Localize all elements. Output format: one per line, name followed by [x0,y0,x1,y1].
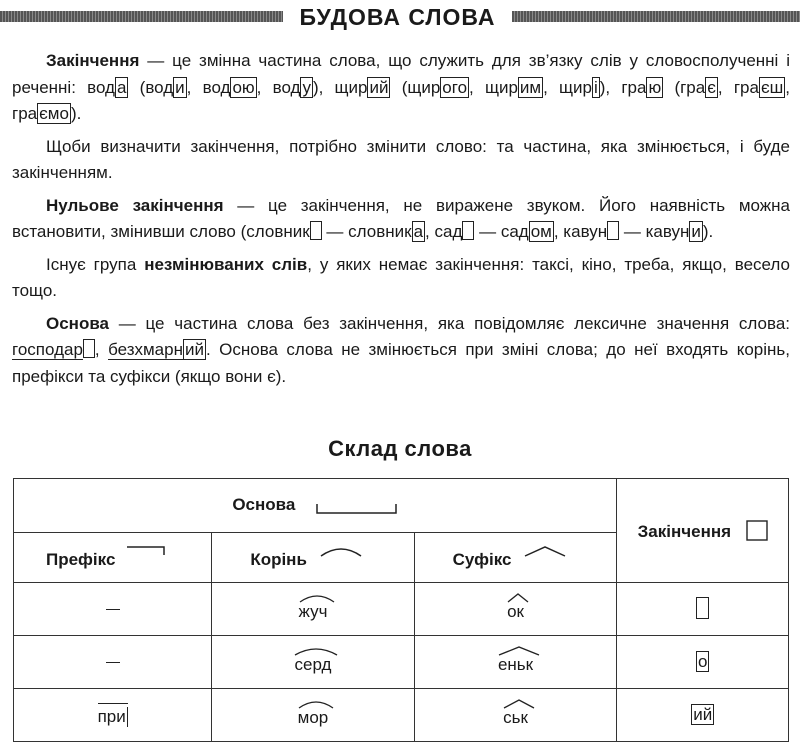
suffix-text: ськ [503,708,528,727]
ending-box: и [691,222,701,241]
suffix-text: еньк [497,655,534,674]
zero-ending-box [696,597,709,619]
table-row [14,689,789,742]
header-bar-left [0,11,283,22]
header-bar-right [512,11,800,22]
ending-text: ий [693,705,713,724]
paragraph-how-to-find: Щоби визначити закінчення, потрібно змінити слово: та частина, яка змінюється, і буде закінченням. [12,136,790,182]
suffix-cell [414,583,617,636]
stem-underline: безхмарн [108,340,183,359]
root-cell [212,636,414,689]
prefix-cell [14,583,212,636]
root-symbol-icon [320,545,362,559]
prefix-text: при [98,703,128,727]
term-zero-ending: Нульове закінчення [46,195,224,215]
zero-ending-box [462,221,474,240]
ending-cell [617,689,789,742]
no-prefix-dash [106,662,120,663]
prefix-cell [14,636,212,689]
ending-box: ємо [39,104,69,123]
ending-box: а [116,77,127,97]
prefix-symbol-icon [126,545,166,559]
ending-box: і [593,77,598,97]
table-row [14,636,789,689]
suffix-text: ок [507,602,524,621]
ending-box: ом [530,222,552,241]
ending-cell [617,583,789,636]
stem-header: Основа [232,495,296,514]
prefix-header-cell [14,533,212,583]
page-title: БУДОВА СЛОВА [299,4,496,30]
ending-box: є [707,77,716,97]
term-unchangeable-words: незмінюваних слів [144,254,308,274]
suffix-header-cell [414,533,617,583]
ending-box: єш [760,77,784,97]
suffix-cell [414,689,617,742]
rules-text [12,48,790,396]
root-header: Корінь [250,550,307,569]
ending-box: им [519,77,542,97]
root-text: жуч [298,602,328,621]
root-text: мор [297,708,329,727]
suffix-symbol-icon [524,545,566,559]
root-header-cell [212,533,414,583]
paragraph-stem: Основа — це частина слова без закінчення, яка повідомляє лексичне значення слова: господар , безхмарн ий . Основа слова не змінюється при зміні слова; до неї входять корінь, префікси та суфікси (якщо вони є). [12,313,790,386]
table-row [14,583,789,636]
zero-ending-box [83,339,95,358]
ending-box: а [413,222,424,241]
word-structure-table [13,478,789,742]
prefix-cell [14,689,212,742]
ending-symbol-icon [746,520,768,542]
paragraph-ending: Закінчення — це змінна частина слова, що служить для зв’язку слів у словосполученні і реченні: вод а (вод и , вод ою , вод у ), щир ий (щир ого , щир им , щир і ), гра ю (гра є , гра єш , гра ємо ). [12,51,791,123]
ending-box: ою [232,77,255,97]
ending-box: ий [184,340,204,359]
ending-box: ий [369,77,389,97]
root-cell [212,689,414,742]
ending-box: ю [648,77,662,97]
root-cell [212,583,414,636]
stem-symbol-icon [316,502,398,516]
suffix-cell [414,636,617,689]
no-prefix-dash [106,609,120,610]
ending-header: Закінчення [637,521,732,541]
paragraph-zero-ending: Нульове закінчення — це закінчення, не виражене звуком. Його наявність можна встановити, змінивши слово (словник — словник а , сад — сад ом , кавун — кавун и ). [12,195,790,241]
table-title: Склад слова [328,436,472,461]
term-stem: Основа [46,313,110,333]
stem-underline: господар [12,340,83,359]
paragraph-unchangeable: Існує група незмінюваних слів, у яких немає закінчення: таксі, кіно, треба, якщо, весело тощо. [12,254,790,300]
ending-cell [617,636,789,689]
ending-box: ого [442,77,468,97]
prefix-header: Префікс [46,550,116,569]
stem-header-cell [14,479,617,533]
zero-ending-box [310,221,322,240]
ending-box: у [302,77,311,97]
root-text: серд [294,655,332,674]
ending-text: о [697,652,708,671]
suffix-header: Суфікс [452,550,512,569]
ending-box: и [175,77,185,97]
term-ending: Закінчення [46,51,140,70]
ending-header-cell [617,479,789,583]
zero-ending-box [607,221,619,240]
header-banner [0,4,800,30]
